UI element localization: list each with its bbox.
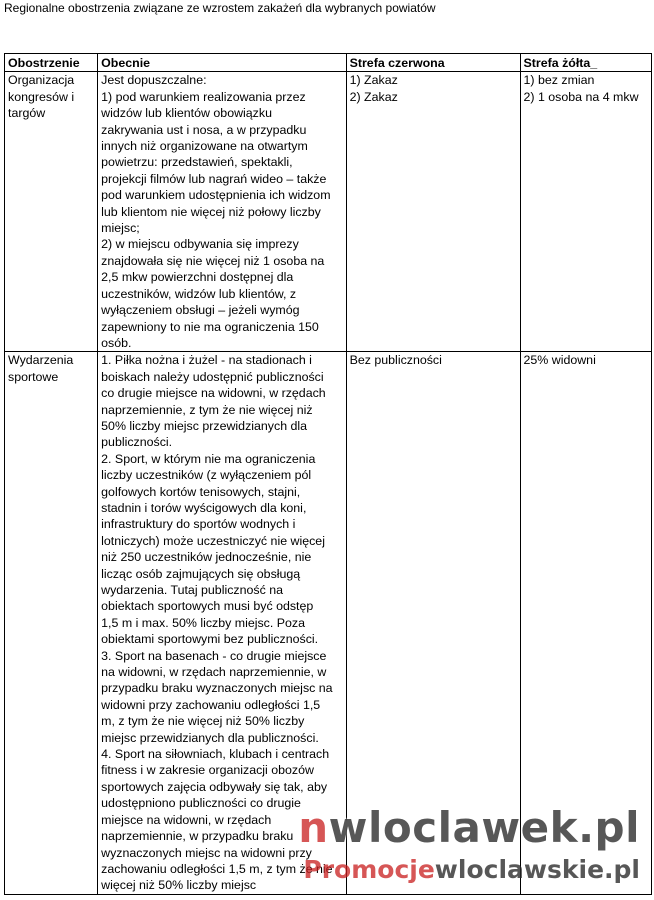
cell-restriction [5, 352, 98, 894]
cell-line: liczby uczestników (z wyłączeniem pól [101, 468, 312, 483]
watermark-line-2: Promocjewloclawskie.pl [303, 855, 640, 884]
table-row [5, 72, 652, 352]
cell-line: więcej niż 50% liczby miejsc [101, 878, 257, 893]
cell-line: publiczności. [101, 435, 173, 450]
cell-restriction [5, 72, 98, 352]
cell-current [98, 72, 346, 352]
cell-line: boiskach należy udostępnić publiczności [101, 369, 324, 384]
cell-line: widzów lub klientów obowiązku [101, 106, 272, 121]
table-row [5, 352, 652, 894]
cell-line: co drugie miejsce na widowni, w rzędach [101, 386, 326, 401]
cell-line: zachowaniu odległości 1,5 m, z tym że nie [101, 861, 333, 876]
cell-line: Jest dopuszczalne: [101, 73, 207, 88]
header-restriction: Obostrzenie [5, 54, 98, 72]
cell-line: osób. [101, 335, 132, 350]
cell-line: Bez publiczności [349, 353, 442, 368]
cell-line: obiektami sportowymi bez publiczności. [101, 632, 319, 647]
cell-yellow-zone [520, 72, 652, 352]
cell-line: m, z tym że nie więcej niż 50% liczby [101, 714, 305, 729]
cell-line: uczestników, widzów lub klientów, z [101, 286, 297, 301]
restrictions-table [4, 53, 652, 895]
cell-red-zone [346, 352, 520, 894]
cell-line: infrastruktury do sportów wodnych i [101, 517, 296, 532]
cell-line: 1. Piłka nożna i żużel - na stadionach i [101, 353, 312, 368]
cell-line: targów [8, 106, 46, 121]
cell-line: widowni przy zachowaniu odległości 1,5 [101, 697, 321, 712]
cell-line: stadnin i torów wyścigowych dla koni, [101, 500, 307, 515]
cell-line: 3. Sport na basenach - co drugie miejsce [101, 648, 327, 663]
header-yellow-zone: Strefa żółta_ [520, 54, 652, 72]
cell-line: miejsc przewidzianych dla publiczności. [101, 730, 319, 745]
cell-line: wyłączeniem obsługi – jeżeli wymóg [101, 303, 300, 318]
cell-line: 1) bez zmian [523, 73, 595, 88]
cell-line: Wydarzenia [8, 353, 74, 368]
cell-line: zapewniony to nie ma ograniczenia 150 [101, 319, 319, 334]
cell-line: na widowni, w rzędach naprzemiennie, w [101, 665, 327, 680]
cell-line: 4. Sport na siłowniach, klubach i centrach [101, 747, 330, 762]
cell-line: wydarzenia. Tutaj publiczność na [101, 583, 283, 597]
cell-line: projekcji filmów lub nagrań wideo – także [101, 171, 327, 186]
cell-line: sportowych zajęcia odbywały się tak, aby [101, 779, 328, 794]
header-red-zone: Strefa czerwona [346, 54, 520, 72]
cell-line: 2. Sport, w którym nie ma ograniczenia [101, 451, 316, 466]
cell-line: przypadku braku wyznaczonych miejsc na [101, 681, 333, 696]
cell-yellow-zone [520, 352, 652, 894]
cell-line: lotniczych) może uczestniczyć nie więcej [101, 533, 325, 548]
cell-line: niż 250 uczestników jednocześnie, nie [101, 550, 312, 565]
cell-line: 2) Zakaz [349, 89, 398, 104]
cell-line: lub klientom nie więcej niż połowy liczby [101, 204, 321, 219]
cell-line: 25% widowni [523, 353, 596, 368]
cell-line: golfowych kortów tenisowych, stajni, [101, 484, 301, 499]
cell-line: miejsce na widowni, w rzędach [101, 812, 272, 827]
cell-line: 2,5 mkw powierzchni dostępnej dla [101, 270, 294, 285]
watermark-line-1: nwloclawek.pl [298, 803, 640, 852]
cell-line: licząc osób zajmujących się obsługą [101, 566, 301, 581]
cell-line: 2) 1 osoba na 4 mkw [523, 89, 639, 104]
cell-line: 50% liczby miejsc przewidzianych dla [101, 418, 308, 433]
cell-line: innych niż organizowane na otwartym [101, 139, 308, 154]
cell-line: fitness i w zakresie organizacji obozów [101, 763, 314, 778]
cell-line: naprzemiennie, w przypadku braku [101, 829, 294, 844]
cell-line: kongresów i [8, 89, 75, 104]
table-header-row [5, 54, 652, 72]
cell-line: 2) w miejscu odbywania się imprezy [101, 237, 299, 252]
cell-line: sportowe [8, 369, 59, 384]
cell-line: 1,5 m i max. 50% liczby miejsc. Poza [101, 615, 305, 630]
cell-current [98, 352, 346, 894]
cell-line: zakrywania ust i nosa, a w przypadku [101, 122, 307, 137]
header-current: Obecnie [98, 54, 346, 72]
cell-line: pod warunkiem udostępnienia ich widzom [101, 188, 331, 203]
cell-line: Organizacja [8, 73, 75, 88]
cell-line: naprzemiennie, z tym że nie więcej niż [101, 402, 313, 417]
cell-line: znajdowała się nie więcej niż 1 osoba na [101, 253, 325, 268]
cell-line: wyznaczonych miejsc na widowni przy [101, 845, 312, 860]
document-title: Regionalne obostrzenia związane ze wzrostem zakażeń dla wybranych powiatów [4, 1, 436, 15]
cell-line: obiektach sportowych musi być odstęp [101, 599, 314, 614]
cell-line: powietrzu: przedstawień, spektakli, [101, 155, 293, 170]
cell-line: udostępniono publiczności co drugie [101, 796, 301, 811]
cell-line: 1) Zakaz [349, 73, 398, 88]
cell-line: 1) pod warunkiem realizowania przez [101, 89, 306, 104]
cell-red-zone [346, 72, 520, 352]
cell-line: miejsc; [101, 221, 140, 236]
